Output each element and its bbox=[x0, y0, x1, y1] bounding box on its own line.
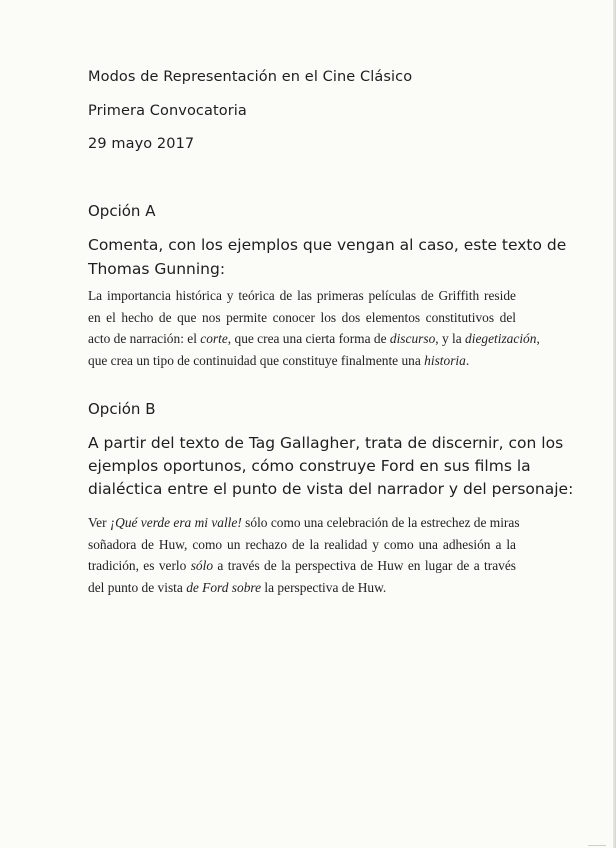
quote-text: a través de la perspectiva de Huw en lugar de a través bbox=[213, 558, 517, 573]
quote-text: la perspectiva de Huw. bbox=[261, 579, 387, 595]
option-a-prompt bbox=[88, 234, 566, 280]
option-b-heading: Opción B bbox=[88, 400, 156, 418]
quote-text: , que crea una cierta forma de bbox=[227, 331, 390, 346]
quote-emphasis: de Ford sobre bbox=[186, 579, 262, 595]
option-a-prompt-line: Comenta, con los ejemplos que vengan al caso, este texto de bbox=[88, 236, 567, 254]
quote-emphasis: corte bbox=[200, 331, 228, 346]
quote-emphasis: diegetización bbox=[465, 331, 537, 346]
quote-text: que crea un tipo de continuidad que constituye finalmente una bbox=[88, 352, 425, 368]
option-b-prompt bbox=[88, 432, 574, 501]
quote-text: . bbox=[465, 352, 470, 368]
film-title: ¡Qué verde era mi valle! bbox=[109, 515, 242, 530]
quote-line bbox=[88, 577, 516, 599]
quote-line: en el hecho de que nos permite conocer los dos elementos constitutivos del bbox=[88, 309, 516, 325]
quote-text: tradición, es verlo bbox=[88, 558, 191, 573]
quote-line bbox=[88, 328, 540, 350]
exam-date: 29 mayo 2017 bbox=[88, 136, 195, 152]
quote-emphasis: historia bbox=[424, 352, 466, 368]
quote-line bbox=[88, 555, 516, 577]
exam-call: Primera Convocatoria bbox=[88, 103, 247, 119]
quote-line bbox=[88, 512, 520, 534]
quote-text: , y la bbox=[435, 331, 466, 346]
option-b-prompt-line: dialéctica entre el punto de vista del narrador y del personaje: bbox=[88, 480, 574, 498]
option-b-quote bbox=[88, 512, 520, 598]
quote-emphasis: discurso bbox=[389, 331, 436, 346]
quote-emphasis: sólo bbox=[190, 558, 214, 573]
quote-text: acto de narración: el bbox=[88, 331, 201, 346]
quote-line: La importancia histórica y teórica de las primeras películas de Griffith reside bbox=[88, 288, 516, 303]
option-a-prompt-line: Thomas Gunning: bbox=[88, 260, 226, 278]
scan-mark bbox=[588, 845, 606, 846]
course-title: Modos de Representación en el Cine Clásico bbox=[88, 69, 413, 85]
quote-line: soñadora de Huw, como un rechazo de la realidad y como una adhesión a la bbox=[88, 536, 516, 552]
quote-text: del punto de vista bbox=[88, 579, 187, 595]
quote-line bbox=[88, 350, 516, 372]
quote-text: Ver bbox=[88, 515, 110, 530]
option-b-prompt-line: ejemplos oportunos, cómo construye Ford en sus films la bbox=[88, 457, 531, 475]
option-b-prompt-line: A partir del texto de Tag Gallagher, trata de discernir, con los bbox=[88, 434, 564, 452]
option-a-heading: Opción A bbox=[88, 202, 156, 220]
quote-text: , bbox=[536, 331, 540, 346]
quote-text: sólo como una celebración de la estrechez de miras bbox=[241, 515, 520, 530]
option-a-quote bbox=[88, 285, 540, 371]
